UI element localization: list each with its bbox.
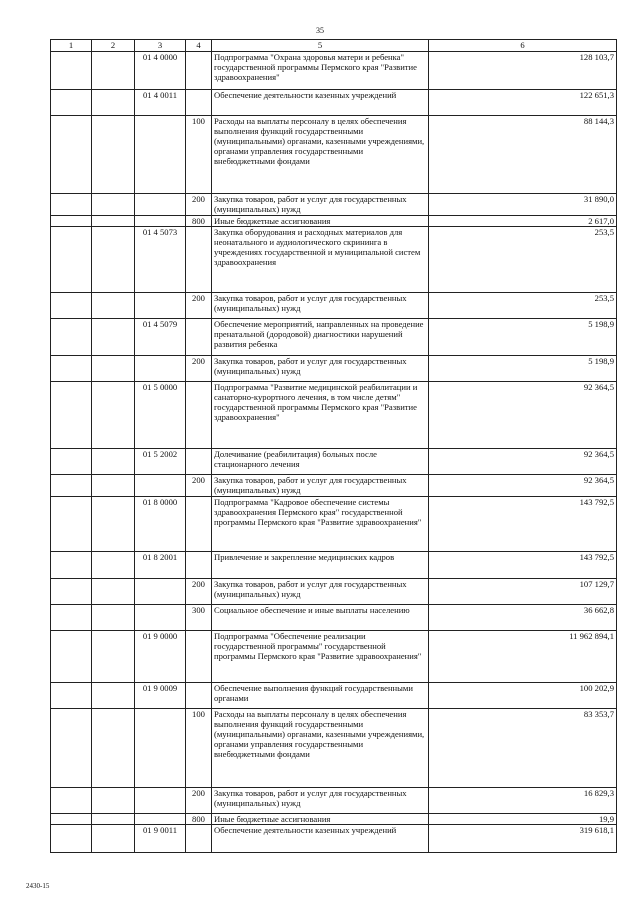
table-row (51, 116, 617, 194)
cell-amount: 16 829,3 (429, 788, 617, 814)
cell-amount: 122 651,3 (429, 90, 617, 116)
cell-expense-type (186, 449, 212, 475)
cell-col-2 (92, 825, 135, 853)
table-row (51, 631, 617, 683)
header-col-5: 5 (212, 40, 429, 52)
cell-col-1 (51, 227, 92, 293)
table-row (51, 605, 617, 631)
header-col-3: 3 (135, 40, 186, 52)
cell-expense-type (186, 52, 212, 90)
table-row (51, 552, 617, 579)
cell-target-code (135, 116, 186, 194)
cell-expense-type: 200 (186, 194, 212, 216)
cell-description: Обеспечение мероприятий, направленных на проведение пренатальной (дородовой) диагностики нарушений развития ребенка (212, 319, 429, 356)
cell-col-2 (92, 382, 135, 449)
cell-col-1 (51, 579, 92, 605)
cell-amount: 92 364,5 (429, 382, 617, 449)
cell-expense-type (186, 382, 212, 449)
table-row (51, 814, 617, 825)
cell-expense-type: 800 (186, 814, 212, 825)
cell-col-1 (51, 552, 92, 579)
page-number: 35 (316, 26, 324, 35)
cell-amount: 100 202,9 (429, 683, 617, 709)
cell-description: Закупка товаров, работ и услуг для государственных (муниципальных) нужд (212, 293, 429, 319)
cell-description: Закупка товаров, работ и услуг для государственных (муниципальных) нужд (212, 194, 429, 216)
cell-col-1 (51, 449, 92, 475)
cell-amount: 11 962 894,1 (429, 631, 617, 683)
cell-description: Закупка товаров, работ и услуг для государственных (муниципальных) нужд (212, 579, 429, 605)
cell-col-1 (51, 216, 92, 227)
cell-amount: 143 792,5 (429, 497, 617, 552)
cell-target-code: 01 9 0011 (135, 825, 186, 853)
cell-amount: 36 662,8 (429, 605, 617, 631)
cell-description: Иные бюджетные ассигнования (212, 814, 429, 825)
table-row (51, 194, 617, 216)
cell-expense-type: 800 (186, 216, 212, 227)
cell-amount: 107 129,7 (429, 579, 617, 605)
table-row (51, 319, 617, 356)
cell-col-2 (92, 356, 135, 382)
cell-col-1 (51, 605, 92, 631)
cell-expense-type: 200 (186, 356, 212, 382)
table-row (51, 293, 617, 319)
cell-description: Закупка товаров, работ и услуг для государственных (муниципальных) нужд (212, 356, 429, 382)
cell-description: Социальное обеспечение и иные выплаты населению (212, 605, 429, 631)
cell-col-1 (51, 683, 92, 709)
cell-amount: 88 144,3 (429, 116, 617, 194)
cell-expense-type: 200 (186, 788, 212, 814)
cell-col-2 (92, 814, 135, 825)
cell-description: Подпрограмма "Развитие медицинской реабилитации и санаторно-курортного лечения, в том числе детям" государственной программы Пермского края "Развитие здравоохранения" (212, 382, 429, 449)
cell-description: Закупка товаров, работ и услуг для государственных (муниципальных) нужд (212, 788, 429, 814)
cell-target-code (135, 788, 186, 814)
cell-amount: 143 792,5 (429, 552, 617, 579)
cell-expense-type: 100 (186, 116, 212, 194)
cell-target-code (135, 356, 186, 382)
cell-col-2 (92, 788, 135, 814)
cell-expense-type (186, 497, 212, 552)
cell-amount: 253,5 (429, 227, 617, 293)
cell-target-code: 01 9 0009 (135, 683, 186, 709)
cell-col-2 (92, 449, 135, 475)
cell-col-1 (51, 356, 92, 382)
cell-amount: 2 617,0 (429, 216, 617, 227)
cell-col-2 (92, 605, 135, 631)
cell-target-code: 01 4 5079 (135, 319, 186, 356)
cell-col-2 (92, 293, 135, 319)
cell-target-code (135, 293, 186, 319)
cell-description: Подпрограмма "Обеспечение реализации государственной программы" государственной программы Пермского края "Развитие здравоохранения" (212, 631, 429, 683)
cell-amount: 5 198,9 (429, 319, 617, 356)
cell-expense-type (186, 825, 212, 853)
cell-expense-type: 300 (186, 605, 212, 631)
cell-expense-type: 200 (186, 475, 212, 497)
cell-col-1 (51, 825, 92, 853)
cell-description: Расходы на выплаты персоналу в целях обеспечения выполнения функций государственными (муниципальными) органами, казенными учреждениями, органами управления государственными внебюджетными фондами (212, 116, 429, 194)
cell-target-code (135, 216, 186, 227)
cell-col-1 (51, 90, 92, 116)
table-row (51, 709, 617, 788)
cell-col-1 (51, 788, 92, 814)
cell-target-code: 01 5 0000 (135, 382, 186, 449)
cell-description: Закупка товаров, работ и услуг для государственных (муниципальных) нужд (212, 475, 429, 497)
cell-target-code: 01 4 0000 (135, 52, 186, 90)
cell-col-1 (51, 52, 92, 90)
table-row (51, 52, 617, 90)
cell-description: Обеспечение деятельности казенных учреждений (212, 825, 429, 853)
cell-description: Долечивание (реабилитация) больных после стационарного лечения (212, 449, 429, 475)
cell-amount: 83 353,7 (429, 709, 617, 788)
cell-col-1 (51, 631, 92, 683)
cell-col-2 (92, 475, 135, 497)
cell-expense-type: 100 (186, 709, 212, 788)
cell-col-2 (92, 579, 135, 605)
cell-col-1 (51, 319, 92, 356)
cell-expense-type: 200 (186, 293, 212, 319)
cell-col-1 (51, 814, 92, 825)
cell-expense-type (186, 90, 212, 116)
cell-description: Расходы на выплаты персоналу в целях обеспечения выполнения функций государственными (муниципальными) органами, казенными учреждениями, органами управления государственными внебюджетными фондами (212, 709, 429, 788)
cell-description: Закупка оборудования и расходных материалов для неонатального и аудиологического скрининга в учреждениях государственной и муниципальной систем здравоохранения (212, 227, 429, 293)
cell-col-1 (51, 497, 92, 552)
cell-col-1 (51, 382, 92, 449)
table-row (51, 449, 617, 475)
cell-description: Подпрограмма "Охрана здоровья матери и ребенка" государственной программы Пермского края "Развитие здравоохранения" (212, 52, 429, 90)
cell-col-2 (92, 90, 135, 116)
cell-expense-type (186, 552, 212, 579)
header-col-2: 2 (92, 40, 135, 52)
cell-col-2 (92, 116, 135, 194)
cell-col-2 (92, 216, 135, 227)
table-row (51, 788, 617, 814)
table-row (51, 683, 617, 709)
cell-expense-type (186, 227, 212, 293)
cell-col-2 (92, 227, 135, 293)
cell-col-2 (92, 552, 135, 579)
cell-target-code (135, 475, 186, 497)
cell-col-2 (92, 683, 135, 709)
cell-target-code (135, 194, 186, 216)
cell-target-code: 01 8 0000 (135, 497, 186, 552)
cell-col-1 (51, 475, 92, 497)
cell-amount: 92 364,5 (429, 449, 617, 475)
cell-amount: 253,5 (429, 293, 617, 319)
cell-target-code: 01 8 2001 (135, 552, 186, 579)
table-row (51, 356, 617, 382)
header-col-1: 1 (51, 40, 92, 52)
cell-target-code (135, 814, 186, 825)
cell-description: Иные бюджетные ассигнования (212, 216, 429, 227)
cell-target-code: 01 5 2002 (135, 449, 186, 475)
cell-target-code: 01 4 0011 (135, 90, 186, 116)
budget-table (50, 39, 617, 853)
cell-target-code (135, 709, 186, 788)
cell-col-1 (51, 116, 92, 194)
table-row (51, 382, 617, 449)
cell-col-2 (92, 709, 135, 788)
cell-col-2 (92, 194, 135, 216)
cell-col-2 (92, 497, 135, 552)
cell-amount: 31 890,0 (429, 194, 617, 216)
footer-code: 2430-15 (26, 882, 50, 890)
cell-amount: 19,9 (429, 814, 617, 825)
cell-col-1 (51, 194, 92, 216)
table-row (51, 227, 617, 293)
table-row (51, 216, 617, 227)
cell-amount: 5 198,9 (429, 356, 617, 382)
table-row (51, 825, 617, 853)
cell-col-1 (51, 709, 92, 788)
cell-description: Привлечение и закрепление медицинских кадров (212, 552, 429, 579)
cell-col-2 (92, 52, 135, 90)
cell-expense-type (186, 631, 212, 683)
cell-expense-type (186, 683, 212, 709)
header-row (51, 40, 617, 52)
cell-description: Обеспечение деятельности казенных учреждений (212, 90, 429, 116)
cell-amount: 92 364,5 (429, 475, 617, 497)
cell-target-code (135, 605, 186, 631)
cell-target-code: 01 4 5073 (135, 227, 186, 293)
table-row (51, 475, 617, 497)
table-row (51, 579, 617, 605)
cell-amount: 128 103,7 (429, 52, 617, 90)
cell-expense-type (186, 319, 212, 356)
cell-description: Подпрограмма "Кадровое обеспечение системы здравоохранения Пермского края" государственной программы Пермского края "Развитие здравоохранения" (212, 497, 429, 552)
header-col-6: 6 (429, 40, 617, 52)
cell-col-2 (92, 631, 135, 683)
cell-col-2 (92, 319, 135, 356)
cell-description: Обеспечение выполнения функций государственными органами (212, 683, 429, 709)
header-col-4: 4 (186, 40, 212, 52)
cell-target-code (135, 579, 186, 605)
table-row (51, 497, 617, 552)
cell-target-code: 01 9 0000 (135, 631, 186, 683)
cell-col-1 (51, 293, 92, 319)
cell-amount: 319 618,1 (429, 825, 617, 853)
table-row (51, 90, 617, 116)
cell-expense-type: 200 (186, 579, 212, 605)
